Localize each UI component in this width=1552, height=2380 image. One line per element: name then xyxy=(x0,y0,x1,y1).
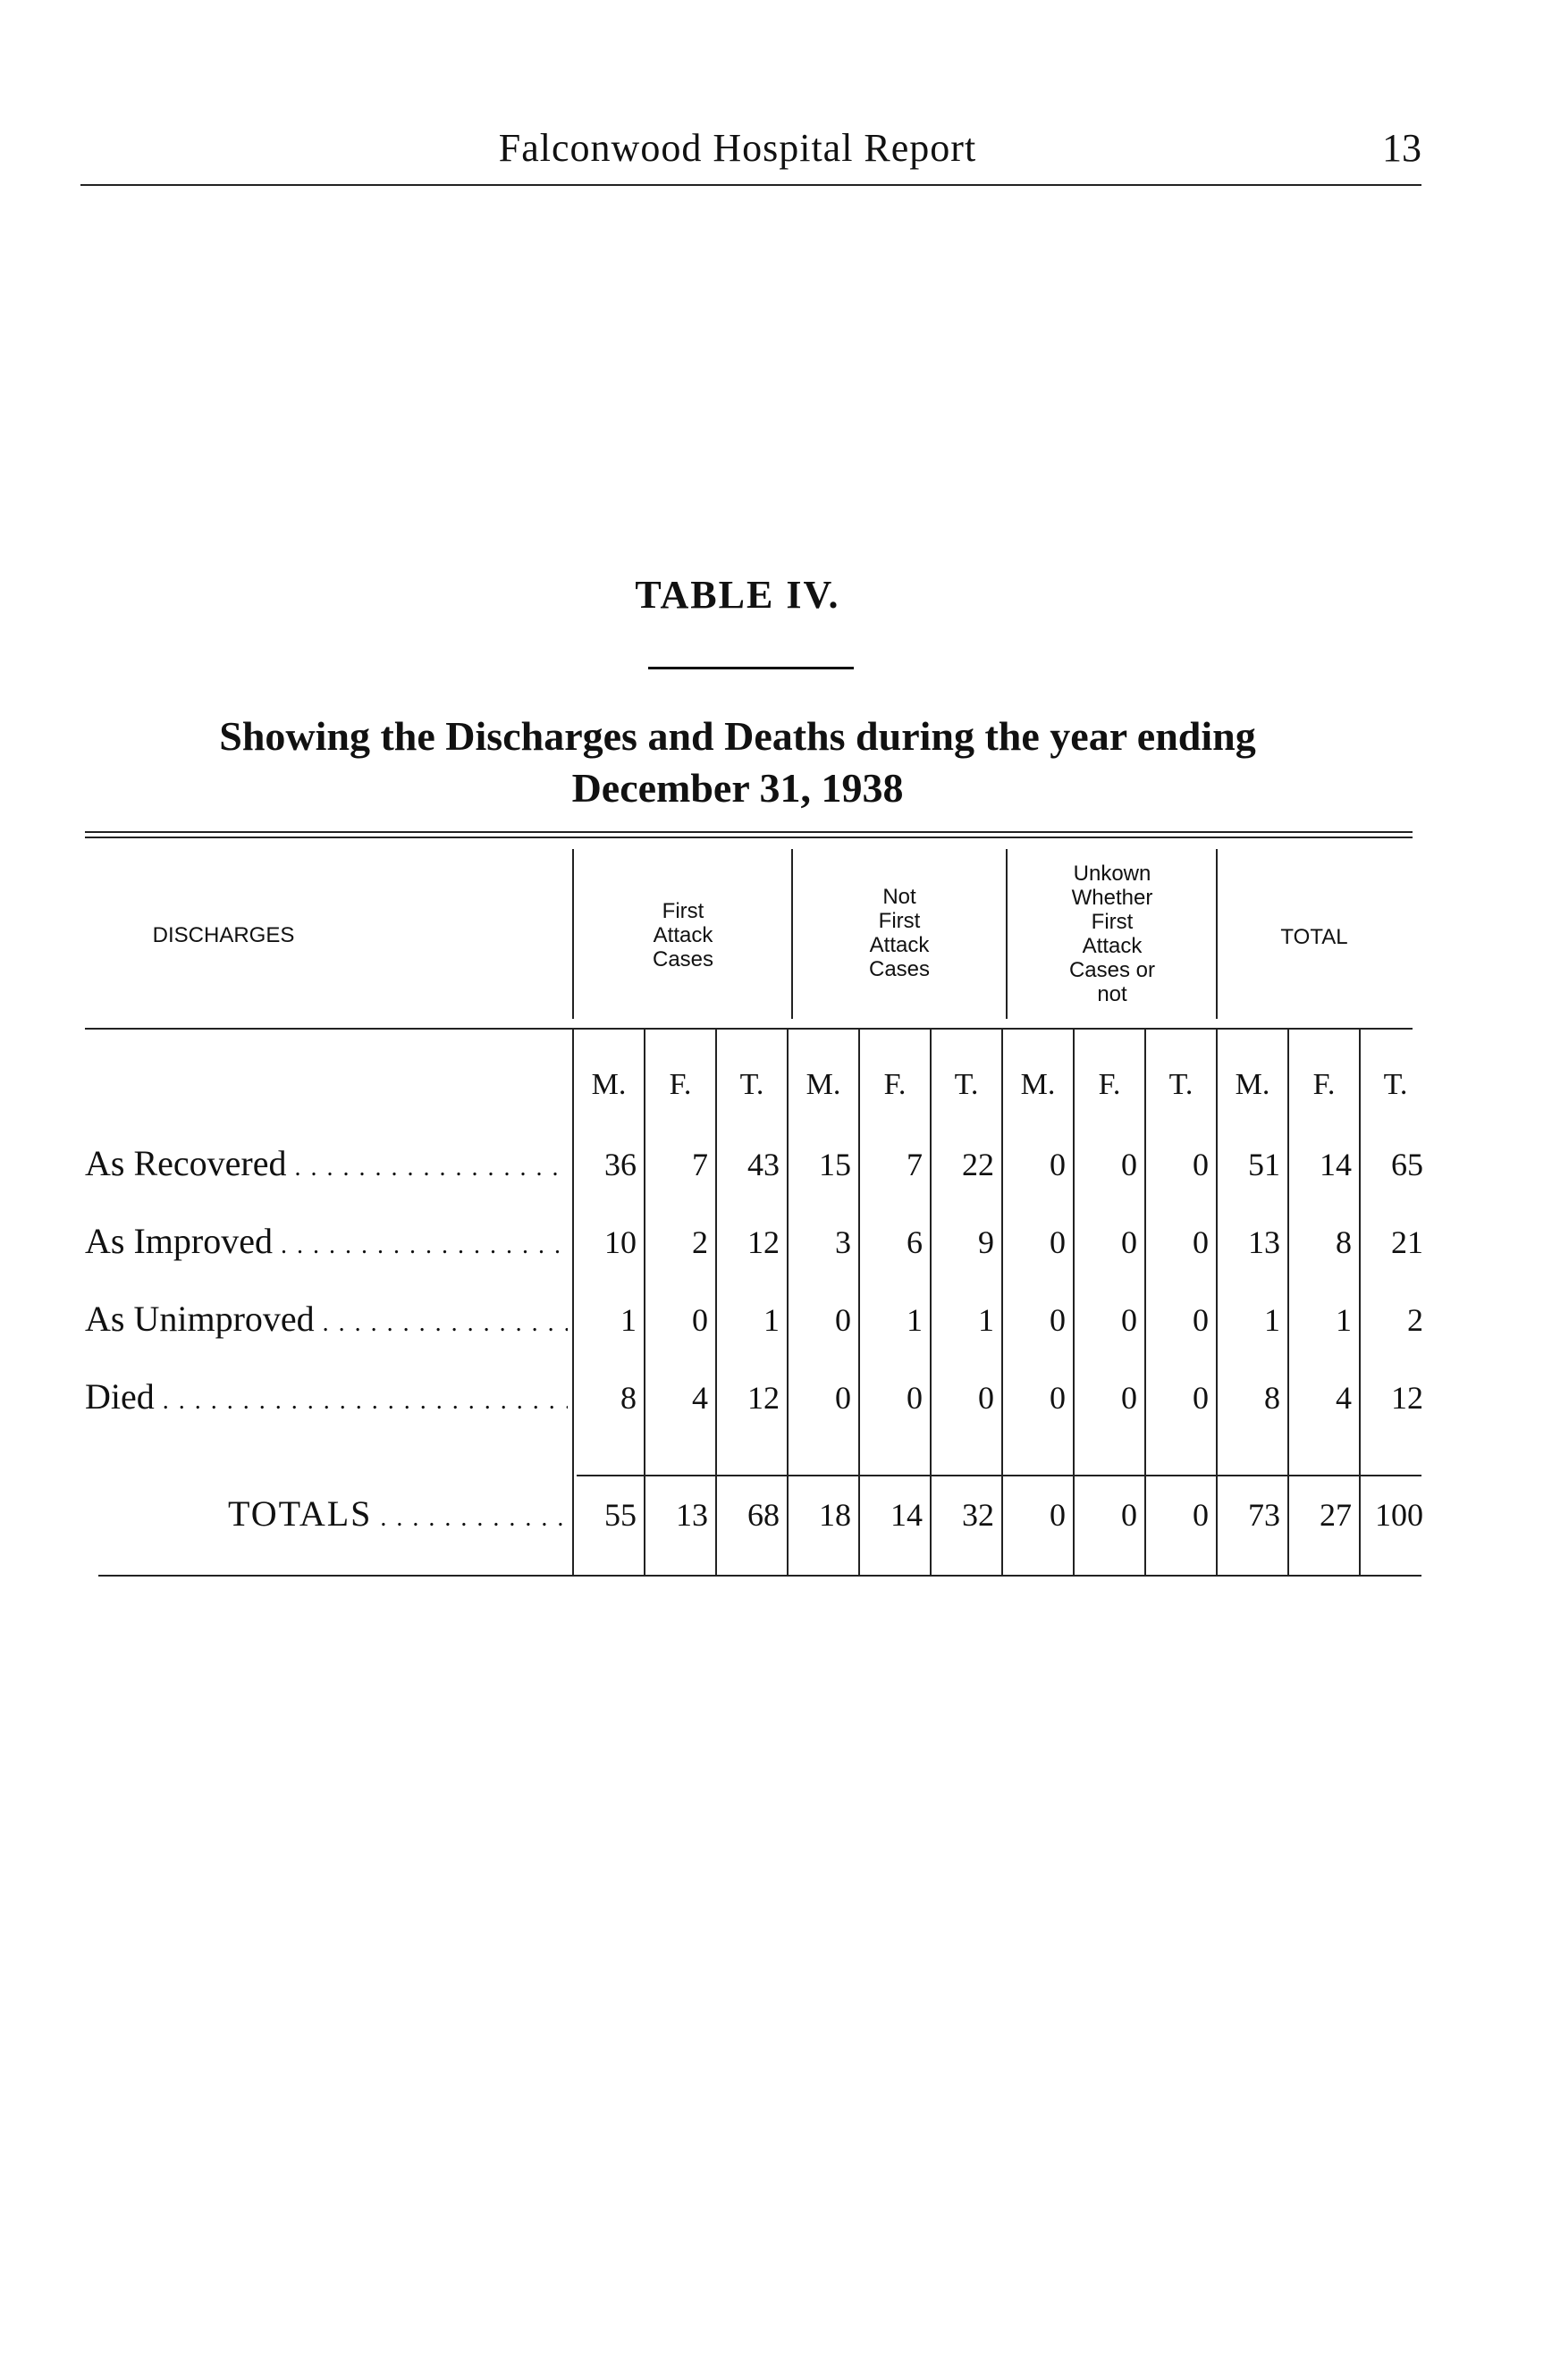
totals-rule xyxy=(577,1475,1421,1476)
table-cell: 65 xyxy=(1391,1147,1423,1182)
row-label-improved: As Improved . . . xyxy=(85,1220,568,1262)
row-header-discharges: DISCHARGES xyxy=(152,923,295,947)
table-cell: 0 xyxy=(1193,1147,1209,1182)
table-cell: 7 xyxy=(692,1147,708,1182)
table-top-rule-2 xyxy=(85,837,1413,838)
table-cell: 0 xyxy=(1050,1302,1066,1338)
table-cell: 7 xyxy=(907,1147,923,1182)
row-label-died: Died . . . xyxy=(85,1375,568,1417)
subheader-t: T. xyxy=(954,1068,979,1101)
subtitle-line-2: December 31, 1938 xyxy=(571,765,904,811)
group-header-line: Cases xyxy=(868,957,931,981)
group-header-not-first-attack xyxy=(794,885,1005,981)
group-header-line: Cases xyxy=(652,947,714,971)
table-cell: 15 xyxy=(819,1147,851,1182)
subheader-m: M. xyxy=(806,1068,841,1101)
table-cell: 12 xyxy=(747,1380,780,1416)
row-label-recovered: As Recovered . . . xyxy=(85,1142,568,1184)
subheader-t: T. xyxy=(1383,1068,1408,1101)
table-cell: 0 xyxy=(1050,1147,1066,1182)
table-cell: 0 xyxy=(1193,1380,1209,1416)
header-rule xyxy=(80,184,1421,186)
header-divider-3 xyxy=(1006,849,1008,1019)
table-cell: 0 xyxy=(1121,1497,1137,1533)
group-header-unknown xyxy=(1008,862,1216,1006)
table-cell: 51 xyxy=(1248,1147,1280,1182)
table-cell: 100 xyxy=(1375,1497,1423,1533)
table-cell: 2 xyxy=(692,1224,708,1260)
group-header-line: Unkown xyxy=(1073,862,1151,886)
header-bottom-rule xyxy=(85,1028,1413,1030)
table-cell: 1 xyxy=(978,1302,994,1338)
subheader-f: F. xyxy=(1098,1068,1121,1101)
table-cell: 1 xyxy=(1336,1302,1352,1338)
subheader-m: M. xyxy=(1235,1068,1270,1101)
group-header-line: not xyxy=(1097,982,1127,1006)
table-bottom-rule xyxy=(98,1575,1421,1577)
table-cell: 13 xyxy=(676,1497,708,1533)
table-cell: 10 xyxy=(604,1224,637,1260)
table-cell: 27 xyxy=(1320,1497,1352,1533)
table-cell: 0 xyxy=(835,1380,851,1416)
table-cell: 73 xyxy=(1248,1497,1280,1533)
subheader-t: T. xyxy=(1168,1068,1194,1101)
table-cell: 0 xyxy=(1121,1302,1137,1338)
group-header-line: First xyxy=(1091,910,1134,934)
group-header-line: Cases or xyxy=(1068,958,1156,982)
table-cell: 12 xyxy=(747,1224,780,1260)
table-cell: 1 xyxy=(907,1302,923,1338)
subtitle-line-1: Showing the Discharges and Deaths during the year ending xyxy=(219,713,1256,759)
table-cell: 8 xyxy=(1336,1224,1352,1260)
group-header-total xyxy=(1220,925,1408,949)
table-cell: 68 xyxy=(747,1497,780,1533)
table-cell: 18 xyxy=(819,1497,851,1533)
table-cell: 32 xyxy=(962,1497,994,1533)
table-cell: 0 xyxy=(1050,1224,1066,1260)
table-cell: 43 xyxy=(747,1147,780,1182)
table-top-rule xyxy=(85,831,1413,833)
table-cell: 0 xyxy=(907,1380,923,1416)
group-header-line: Attack xyxy=(653,923,713,947)
header-divider-4 xyxy=(1216,849,1218,1019)
table-title: TABLE IV. xyxy=(635,573,840,617)
table-cell: 0 xyxy=(692,1302,708,1338)
subheader-t: T. xyxy=(739,1068,764,1101)
table-cell: 0 xyxy=(1121,1380,1137,1416)
table-cell: 0 xyxy=(1193,1224,1209,1260)
subheader-f: F. xyxy=(1312,1068,1336,1101)
group-header-line: Attack xyxy=(869,933,930,957)
table-cell: 1 xyxy=(620,1302,637,1338)
table-subtitle xyxy=(0,711,1475,814)
row-label-unimproved: As Unimproved . . . xyxy=(85,1298,568,1340)
group-header-line: First xyxy=(662,899,704,923)
header-divider-2 xyxy=(791,849,793,1019)
table-cell: 12 xyxy=(1391,1380,1423,1416)
group-header-line: First xyxy=(878,909,921,933)
group-header-line: TOTAL xyxy=(1280,925,1348,949)
table-cell: 1 xyxy=(763,1302,780,1338)
table-cell: 6 xyxy=(907,1224,923,1260)
table-cell: 0 xyxy=(1050,1497,1066,1533)
table-cell: 36 xyxy=(604,1147,637,1182)
subheader-f: F. xyxy=(883,1068,907,1101)
table-cell: 21 xyxy=(1391,1224,1423,1260)
table-cell: 0 xyxy=(835,1302,851,1338)
table-cell: 0 xyxy=(1050,1380,1066,1416)
header-divider-1 xyxy=(572,849,574,1019)
table-cell: 55 xyxy=(604,1497,637,1533)
table-cell: 0 xyxy=(1121,1224,1137,1260)
table-cell: 14 xyxy=(890,1497,923,1533)
table-cell: 8 xyxy=(620,1380,637,1416)
table-cell: 8 xyxy=(1264,1380,1280,1416)
group-header-line: Not xyxy=(882,885,916,909)
title-rule xyxy=(648,667,854,669)
table-cell: 0 xyxy=(1193,1302,1209,1338)
table-cell: 4 xyxy=(692,1380,708,1416)
row-label-totals: TOTALS . . . xyxy=(85,1493,568,1535)
subheader-m: M. xyxy=(591,1068,627,1101)
table-cell: 22 xyxy=(962,1147,994,1182)
table-cell: 14 xyxy=(1320,1147,1352,1182)
running-header-title: Falconwood Hospital Report xyxy=(498,126,977,170)
subheader-f: F. xyxy=(669,1068,692,1101)
table-cell: 0 xyxy=(1193,1497,1209,1533)
subheader-m: M. xyxy=(1020,1068,1056,1101)
page-number: 13 xyxy=(1382,126,1421,170)
group-header-line: Whether xyxy=(1071,886,1153,910)
table-cell: 13 xyxy=(1248,1224,1280,1260)
group-header-first-attack xyxy=(577,899,789,971)
table-cell: 0 xyxy=(1121,1147,1137,1182)
table-cell: 4 xyxy=(1336,1380,1352,1416)
table-cell: 9 xyxy=(978,1224,994,1260)
table-cell: 3 xyxy=(835,1224,851,1260)
table-cell: 2 xyxy=(1407,1302,1423,1338)
table-cell: 0 xyxy=(978,1380,994,1416)
table-cell: 1 xyxy=(1264,1302,1280,1338)
group-header-line: Attack xyxy=(1082,934,1143,958)
